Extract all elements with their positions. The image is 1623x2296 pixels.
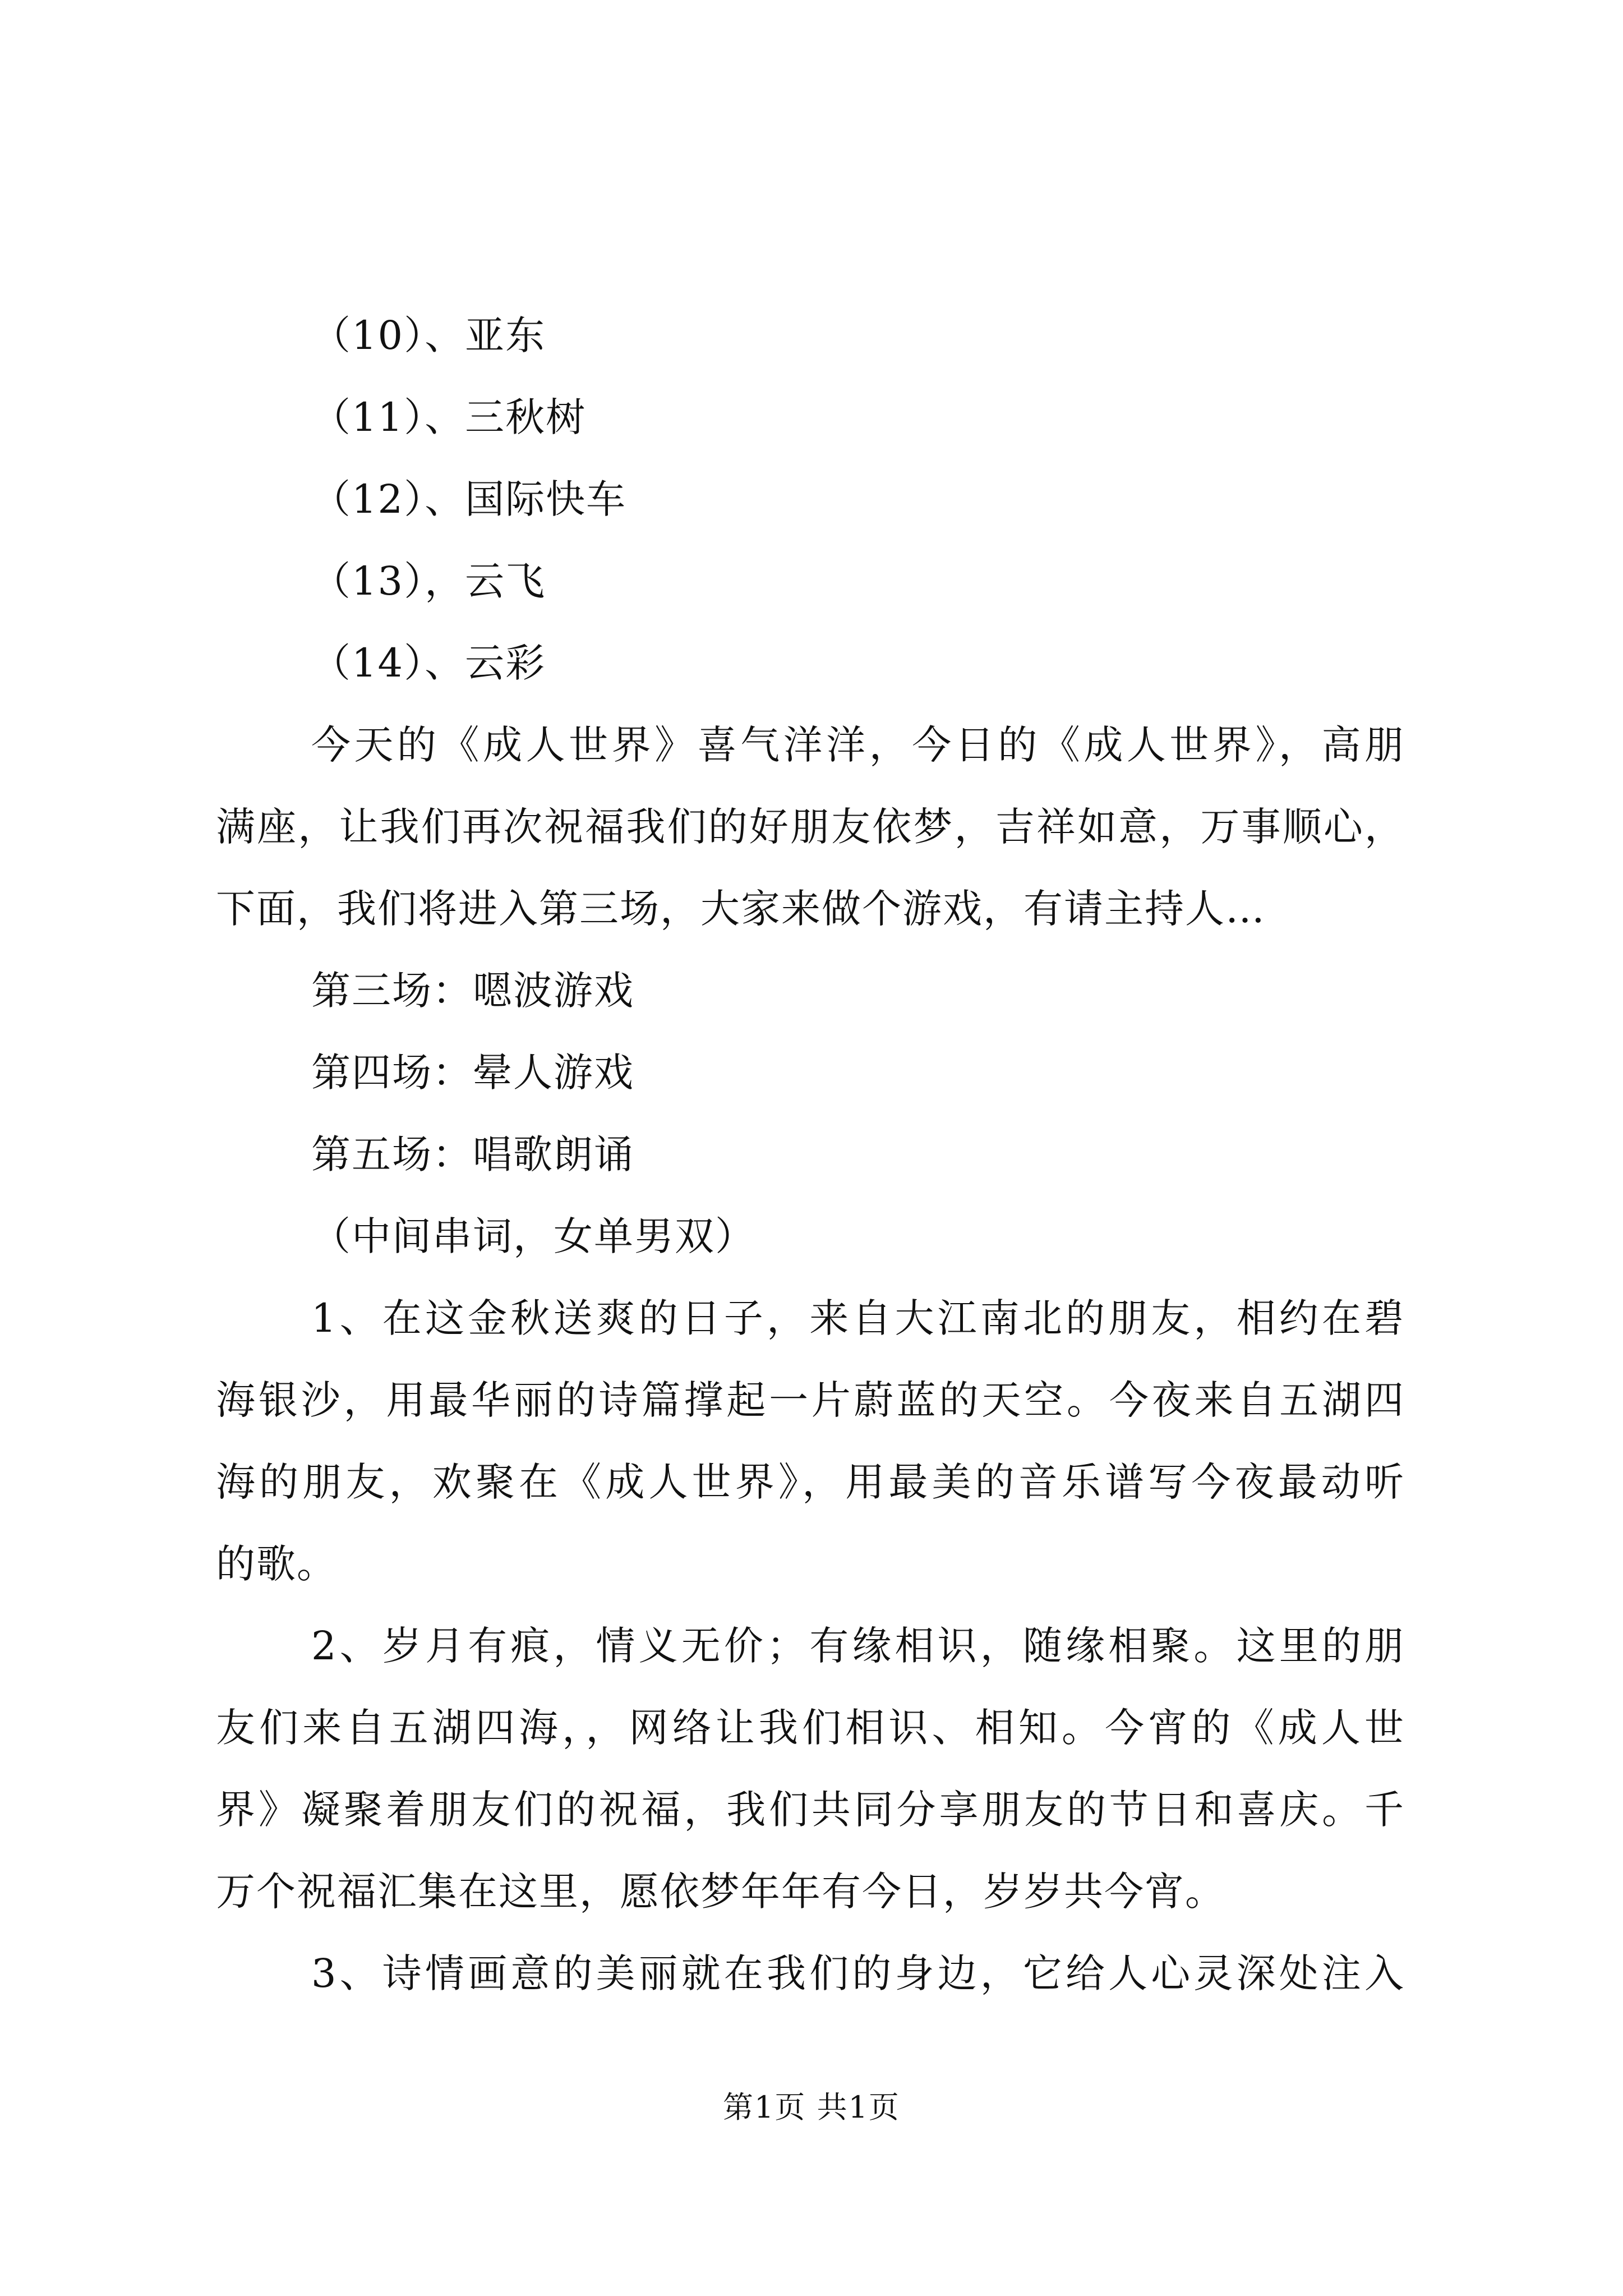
scene-item: 第五场：唱歌朗诵 bbox=[311, 1131, 634, 1177]
paragraph-line: 下面，我们将进入第三场，大家来做个游戏，有请主持人… bbox=[216, 886, 1266, 932]
list-item: （12）、国际快车 bbox=[311, 476, 627, 522]
scene-item: 第四场：晕人游戏 bbox=[311, 1050, 634, 1096]
list-item: （10）、亚东 bbox=[311, 312, 546, 358]
list-item: （11）、三秋树 bbox=[311, 394, 587, 440]
interlude-note: （中间串词，女单男双） bbox=[311, 1213, 755, 1259]
paragraph-line: 海的朋友，欢聚在《成人世界》，用最美的音乐谱写今夜最动听 bbox=[216, 1459, 1405, 1505]
paragraph-line: 2、岁月有痕，情义无价；有缘相识，随缘相聚。这里的朋 bbox=[311, 1623, 1405, 1669]
paragraph-line: 万个祝福汇集在这里，愿依梦年年有今日，岁岁共今宵。 bbox=[216, 1869, 1225, 1915]
paragraph-line: 1、在这金秋送爽的日子，来自大江南北的朋友，相约在碧 bbox=[311, 1295, 1405, 1341]
paragraph-line: 界》凝聚着朋友们的祝福，我们共同分享朋友的节日和喜庆。千 bbox=[216, 1787, 1405, 1833]
paragraph-line: 今天的《成人世界》喜气洋洋，今日的《成人世界》，高朋 bbox=[311, 722, 1405, 768]
paragraph-line: 3、诗情画意的美丽就在我们的身边，它给人心灵深处注入 bbox=[311, 1950, 1405, 1996]
paragraph-line: 海银沙，用最华丽的诗篇撑起一片蔚蓝的天空。今夜来自五湖四 bbox=[216, 1377, 1405, 1423]
list-item: （14）、云彩 bbox=[311, 640, 546, 686]
scene-item: 第三场：嗯波游戏 bbox=[311, 968, 634, 1014]
list-item: （13），云飞 bbox=[311, 558, 546, 604]
page-footer: 第1页 共1页 bbox=[723, 2090, 900, 2125]
paragraph-line: 友们来自五湖四海，，网络让我们相识、相知。今宵的《成人世 bbox=[216, 1705, 1405, 1751]
paragraph-line: 的歌。 bbox=[216, 1541, 337, 1587]
paragraph-line: 满座，让我们再次祝福我们的好朋友依梦，吉祥如意，万事顺心， bbox=[216, 804, 1405, 850]
